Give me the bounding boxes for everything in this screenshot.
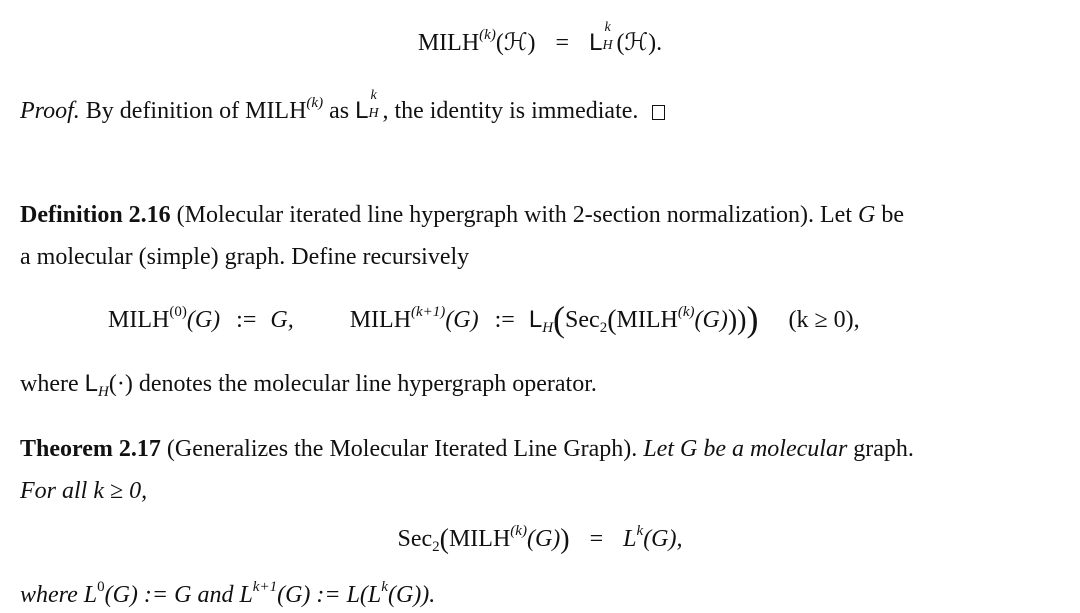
- def-eq-close-paren: ): [746, 299, 759, 339]
- eq-lhs: MILH: [417, 30, 480, 56]
- theorem-statement-2: graph.: [853, 436, 914, 462]
- def-eq-condition: (k ≥ 0),: [788, 307, 860, 333]
- def-eq-open-paren: (: [553, 299, 566, 339]
- theorem-where-line: [20, 579, 436, 609]
- eq-rhs-op: L: [589, 29, 603, 56]
- definition-intro-1: Let: [820, 202, 852, 228]
- definition-title: (Molecular iterated line hypergraph with 2-section normalization).: [176, 202, 815, 228]
- thm-where-end: (G)).: [387, 582, 436, 608]
- proof-op: L: [355, 97, 369, 124]
- def-eq-b-sup: (k+1): [411, 304, 446, 320]
- where-text-2: denotes the molecular line hypergraph operator.: [138, 371, 597, 397]
- theorem-statement-1: Let G be a molecular: [643, 436, 848, 462]
- def-eq-a-arg: (G): [186, 307, 221, 333]
- thm-where-mid-2: (G) := L(L: [277, 582, 382, 608]
- where-op-arg: (·): [108, 371, 133, 397]
- def-eq-b-sec: Sec: [565, 307, 600, 333]
- proof-op-sup: k: [370, 88, 377, 103]
- theorem-line-2: [20, 478, 147, 505]
- theorem-text-2: For all k ≥ 0,: [20, 478, 148, 504]
- thm-eq-rhs: L: [623, 526, 637, 552]
- proof-label: Proof.: [20, 98, 80, 124]
- def-eq-b-op-sub: H: [542, 320, 554, 336]
- thm-eq-rhs-sup: k: [636, 523, 644, 539]
- def-eq-a-sup: (0): [169, 304, 187, 320]
- def-eq-b-inner-arg: (G): [694, 307, 728, 333]
- def-eq-b-rel: :=: [494, 307, 515, 333]
- proof-sup: (k): [306, 95, 324, 111]
- proof-paragraph: [20, 88, 665, 125]
- definition-where-line: [20, 370, 597, 398]
- theorem-label: Theorem 2.17: [20, 436, 161, 462]
- def-eq-b-lhs: MILH: [349, 307, 412, 333]
- thm-where-sup-0: 0: [97, 579, 105, 595]
- def-eq-b-inner-sup: (k): [677, 304, 695, 320]
- proof-text-1: By definition of MILH: [85, 98, 307, 124]
- def-eq-b-arg: (G): [445, 307, 479, 333]
- eq-rel: =: [555, 30, 570, 56]
- def-eq-b-close: )): [727, 305, 747, 336]
- thm-eq-sec: Sec: [397, 526, 433, 552]
- definition-intro-2: be: [881, 202, 904, 228]
- thm-where-sup-1: k+1: [252, 579, 278, 595]
- thm-where-sup-2: k: [381, 579, 388, 595]
- theorem-title: (Generalizes the Molecular Iterated Line Graph).: [166, 436, 638, 462]
- eq-rhs-sub: H: [602, 38, 613, 53]
- definition-text-2: a molecular (simple) graph. Define recursively: [20, 244, 470, 270]
- eq-rhs-arg: (ℋ).: [616, 30, 663, 56]
- theorem-equation: [0, 523, 1080, 555]
- thm-eq-close-paren: ): [560, 524, 570, 555]
- thm-eq-rel: =: [589, 526, 604, 552]
- def-eq-a-rel: :=: [236, 307, 257, 333]
- definition-label: Definition 2.16: [20, 202, 171, 228]
- definition-var: G: [858, 202, 876, 228]
- proof-text-3: , the identity is immediate.: [382, 98, 639, 124]
- eq-lhs-arg: (ℋ): [495, 30, 536, 56]
- def-eq-b-sec-sub: 2: [599, 320, 608, 336]
- where-text-1: where: [20, 371, 79, 397]
- display-equation-top: [0, 20, 1080, 57]
- where-op-sub: H: [98, 384, 109, 400]
- definition-heading-line: [20, 202, 904, 229]
- def-eq-a-rhs: G,: [270, 307, 294, 333]
- theorem-heading-line: [20, 436, 914, 463]
- thm-eq-sec-sub: 2: [432, 539, 440, 555]
- eq-rhs-sup: k: [604, 20, 611, 35]
- thm-where-1: where L: [20, 582, 98, 608]
- def-eq-open-paren-2: (: [607, 305, 617, 336]
- proof-op-sub: H: [368, 106, 379, 121]
- def-eq-b-op: L: [528, 306, 543, 333]
- proof-text-2: as: [329, 98, 350, 124]
- eq-lhs-sup: (k): [479, 27, 496, 43]
- thm-eq-inner: MILH: [448, 526, 511, 552]
- thm-eq-inner-arg: (G): [526, 526, 561, 552]
- thm-eq-inner-sup: (k): [510, 523, 527, 539]
- def-eq-a-lhs: MILH: [108, 307, 170, 333]
- def-eq-b-inner: MILH: [616, 307, 678, 333]
- thm-where-mid: (G) := G and L: [104, 582, 253, 608]
- definition-line-2: [20, 244, 469, 271]
- thm-eq-open-paren: (: [439, 524, 449, 555]
- qed-box-icon: [652, 105, 665, 120]
- definition-equation: [108, 299, 860, 339]
- where-op: L: [84, 370, 98, 397]
- thm-eq-rhs-arg: (G),: [643, 526, 683, 552]
